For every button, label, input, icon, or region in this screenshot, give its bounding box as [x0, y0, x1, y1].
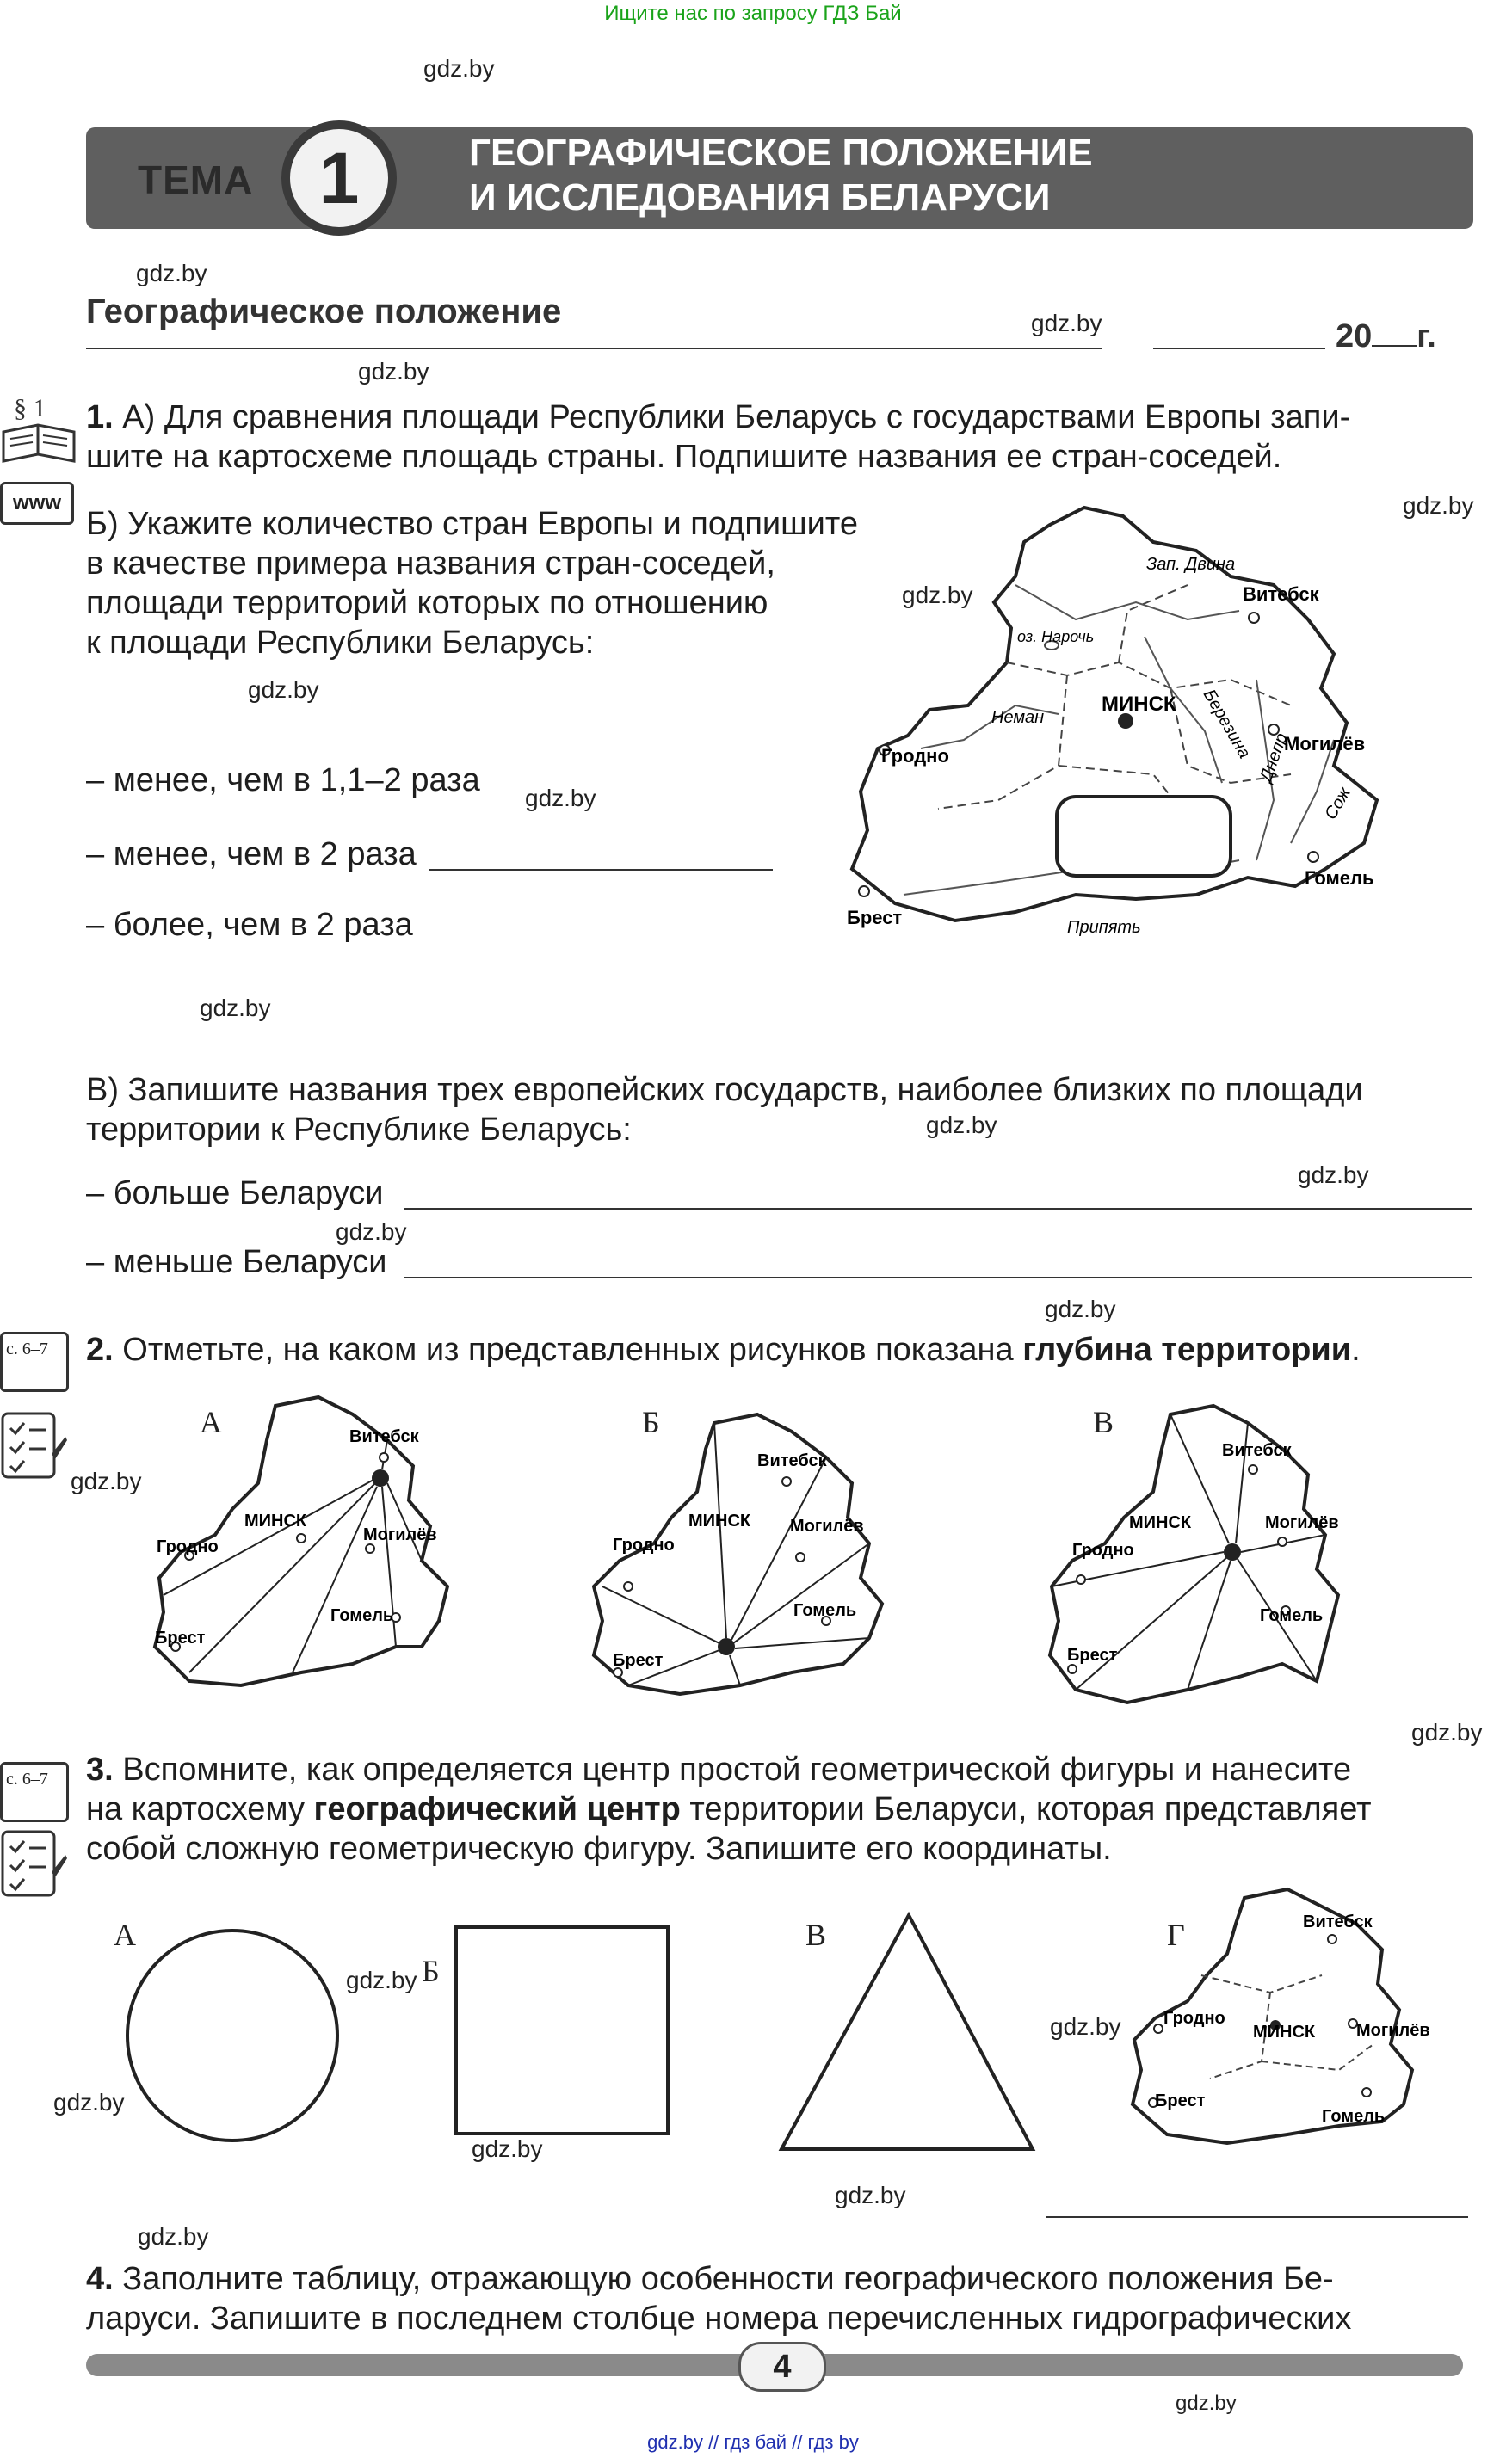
city-gomel: [1308, 852, 1318, 862]
fig-d-grodno: Гродно: [1163, 2009, 1225, 2028]
fig-a-vitebsk: Витебск: [349, 1427, 419, 1446]
task1-b: [86, 504, 947, 662]
watermark: gdz.by: [138, 2223, 209, 2250]
label-pripyat: Припять: [1067, 918, 1141, 937]
topic-title-line1: ГЕОГРАФИЧЕСКОЕ ПОЛОЖЕНИЕ: [469, 132, 1093, 174]
watermark: gdz.by: [835, 2182, 906, 2208]
fig-c-mogilev: Могилёв: [1265, 1513, 1339, 1532]
watermark: gdz.by: [525, 785, 596, 811]
task4-line1: [86, 2259, 1480, 2299]
task2-number: 2.: [86, 1332, 114, 1368]
fig-a-mogilev: Могилёв: [363, 1525, 437, 1544]
square-figure: [453, 1924, 676, 2147]
topic-number: 1: [318, 138, 360, 219]
year-field: [1336, 318, 1436, 355]
www-label: www: [12, 491, 61, 514]
footer-links[interactable]: gdz.by // гдз бай // гдз by: [647, 2431, 859, 2453]
fig2-b-caption: Б: [642, 1405, 660, 1439]
checklist-icon-2: [0, 1829, 69, 1898]
label-brest: Брест: [847, 907, 903, 928]
task2-question: Отметьте, на каком из представленных рисунков показана: [122, 1332, 1023, 1368]
fig-b-brest: Брест: [613, 1651, 664, 1670]
task3-line2: [86, 1789, 1480, 1829]
page-ref-label-2: с. 6–7: [6, 1770, 48, 1789]
fig3-b-caption: Б: [422, 1954, 440, 1988]
label-grodno: Гродно: [881, 745, 949, 767]
year-suffix: г.: [1417, 318, 1436, 354]
topic-label: ТЕМА: [138, 157, 254, 202]
fig-b-vitebsk: Витебск: [757, 1451, 827, 1470]
task4-text: [86, 2259, 1480, 2338]
task1-a-line1: [86, 397, 1480, 437]
year-prefix: 20: [1336, 318, 1373, 354]
fig-d-brest: Брест: [1155, 2091, 1206, 2110]
label-vitebsk: Витебск: [1243, 583, 1319, 605]
date-blank[interactable]: [1153, 348, 1325, 349]
task1-number: 1.: [86, 399, 114, 435]
task1-b-option1: – менее, чем в 1,1–2 раза: [86, 762, 480, 798]
task3-number: 3.: [86, 1752, 114, 1788]
fig2-c-caption: В: [1093, 1405, 1114, 1439]
task1-a-text1: А) Для сравнения площади Республики Беларусь с государствами Европы запи-: [122, 399, 1351, 435]
task3-line2-c: территории Беларуси, которая представляет: [680, 1791, 1372, 1827]
task1-b-option2: – менее, чем в 2 раза: [86, 836, 417, 872]
task2-bold: глубина территории: [1022, 1332, 1352, 1368]
fig-d-mogilev: Могилёв: [1356, 2021, 1430, 2040]
label-minsk: МИНСК: [1102, 693, 1176, 716]
watermark: gdz.by: [1411, 1719, 1483, 1746]
belarus-map-task3: [1115, 1872, 1477, 2156]
fig-a-gomel: Гомель: [330, 1606, 394, 1625]
task4-line1-text: Заполните таблицу, отражающую особенности географического положения Бе-: [122, 2261, 1334, 2297]
task4-number: 4.: [86, 2261, 114, 2297]
fig3-a-caption: А: [114, 1918, 136, 1952]
belarus-map-fig-c: [1033, 1389, 1394, 1733]
task1-c-option2: – меньше Беларуси: [86, 1244, 387, 1280]
watermark: gdz.by: [200, 995, 271, 1021]
fig-c-minsk: МИНСК: [1129, 1513, 1192, 1532]
fig3-c-caption: В: [805, 1918, 827, 1952]
task4-line2: ларуси. Запишите в последнем столбце номера перечисленных гидрографических: [86, 2301, 1352, 2337]
book-ref-icon-2: [0, 1762, 69, 1822]
task1-b-option3: – более, чем в 2 раза: [86, 907, 413, 943]
watermark: gdz.by: [53, 2089, 125, 2116]
fig-b-gomel: Гомель: [793, 1601, 857, 1620]
watermark: gdz.by: [1050, 2013, 1121, 2040]
fig-c-vitebsk: Витебск: [1222, 1441, 1292, 1460]
watermark: gdz.by: [472, 2135, 543, 2162]
answer-line-c1[interactable]: [404, 1208, 1472, 1210]
fig-d-vitebsk: Витебск: [1303, 1913, 1373, 1931]
task1-b-line1: Б) Укажите количество стран Европы и подпишите: [86, 506, 858, 542]
fig-b-mogilev: Могилёв: [790, 1517, 864, 1536]
task3-text: [86, 1750, 1480, 1869]
belarus-map-large: [826, 490, 1480, 989]
task1-c-option1: – больше Беларуси: [86, 1175, 384, 1211]
belarus-map-fig-a: [138, 1389, 534, 1733]
search-link[interactable]: Ищите нас по запросу ГДЗ Бай: [604, 2, 902, 25]
belarus-map-fig-b: [568, 1389, 964, 1733]
fig3-d-caption: Г: [1167, 1918, 1185, 1952]
task1-c-line1: В) Запишите названия трех европейских государств, наиболее близких по площади: [86, 1072, 1363, 1108]
label-gomel: Гомель: [1305, 867, 1374, 889]
watermark: gdz.by: [1031, 310, 1102, 336]
task3-line2-bold: географический центр: [313, 1791, 681, 1827]
topic-title-line2: И ИССЛЕДОВАНИЯ БЕЛАРУСИ: [469, 176, 1051, 219]
task3-line3: собой сложную геометрическую фигуру. Запишите его координаты.: [86, 1831, 1112, 1867]
label-zap-dvina: Зап. Двина: [1146, 555, 1236, 574]
circle-figure: [120, 1924, 353, 2156]
watermark: gdz.by: [1403, 492, 1474, 519]
label-mogilev: Могилёв: [1284, 733, 1366, 755]
fig-c-grodno: Гродно: [1072, 1541, 1134, 1560]
checklist-icon: [0, 1411, 69, 1480]
book-icon: [0, 423, 77, 468]
title-underline: [86, 348, 1102, 349]
fig-b-grodno: Гродно: [613, 1536, 675, 1555]
center-point-b: [718, 1638, 735, 1655]
watermark: gdz.by: [346, 1967, 417, 1993]
fig-a-brest: Брест: [155, 1629, 206, 1648]
task3-line1-text: Вспомните, как определяется центр простой геометрической фигуры и нанесите: [122, 1752, 1352, 1788]
label-berezina: Березина: [1199, 686, 1255, 762]
task1-a-line2: шите на картосхеме площадь страны. Подпишите названия ее стран-соседей.: [86, 439, 1282, 475]
page-number: 4: [738, 2342, 826, 2392]
watermark: gdz.by: [71, 1468, 142, 1494]
city-brest: [859, 886, 869, 896]
fig-c-brest: Брест: [1067, 1646, 1118, 1665]
task1-a: [86, 397, 1480, 477]
section-title: Географическое положение: [86, 293, 562, 330]
label-dnepr: Днепр: [1256, 730, 1292, 785]
task1-b-line3: площади территорий которых по отношению: [86, 585, 768, 621]
fig-b-minsk: МИНСК: [688, 1512, 751, 1531]
fig-c-gomel: Гомель: [1260, 1606, 1324, 1625]
watermark: gdz.by: [1176, 2392, 1237, 2415]
watermark: gdz.by: [336, 1218, 407, 1245]
fig-d-gomel: Гомель: [1322, 2107, 1386, 2126]
answer-line-b2[interactable]: [429, 869, 773, 871]
fig2-a-caption: А: [200, 1405, 222, 1439]
watermark: gdz.by: [136, 260, 207, 286]
book-ref-icon: [0, 1332, 69, 1392]
watermark: gdz.by: [1298, 1161, 1369, 1188]
task1-c-line2: территории к Республике Беларусь:: [86, 1112, 632, 1148]
topic-title: [469, 131, 1416, 220]
label-sozh: Сож: [1321, 784, 1355, 823]
fig-d-minsk: МИНСК: [1253, 2023, 1316, 2042]
fig-a-minsk: МИНСК: [244, 1512, 307, 1531]
label-naroch: оз. Нарочь: [1017, 628, 1095, 645]
www-icon: [0, 482, 74, 525]
coordinates-answer-line[interactable]: [1046, 2216, 1468, 2218]
task2-text: [86, 1330, 1480, 1370]
area-answer-box: [1057, 797, 1231, 876]
fig-a-grodno: Гродно: [157, 1537, 219, 1556]
city-vitebsk: [1249, 613, 1259, 623]
year-blank[interactable]: [1372, 321, 1417, 347]
page-ref-label: с. 6–7: [6, 1340, 48, 1358]
watermark: gdz.by: [358, 358, 429, 385]
watermark: gdz.by: [248, 676, 319, 703]
triangle-figure: [775, 1910, 1041, 2159]
answer-line-c2[interactable]: [404, 1277, 1472, 1278]
task2-end: .: [1351, 1332, 1361, 1368]
watermark: gdz.by: [423, 55, 495, 82]
watermark: gdz.by: [902, 582, 973, 608]
label-neman: Неман: [991, 708, 1045, 727]
watermark: gdz.by: [926, 1112, 997, 1138]
paragraph-ref: § 1: [14, 394, 46, 422]
task3-line2-a: на картосхему: [86, 1791, 314, 1827]
task1-b-line4: к площади Республики Беларусь:: [86, 625, 595, 661]
watermark: gdz.by: [1045, 1296, 1116, 1322]
task1-b-line2: в качестве примера названия стран-соседей,: [86, 545, 775, 582]
task3-line1: [86, 1750, 1480, 1789]
task1-c: [86, 1070, 1480, 1149]
